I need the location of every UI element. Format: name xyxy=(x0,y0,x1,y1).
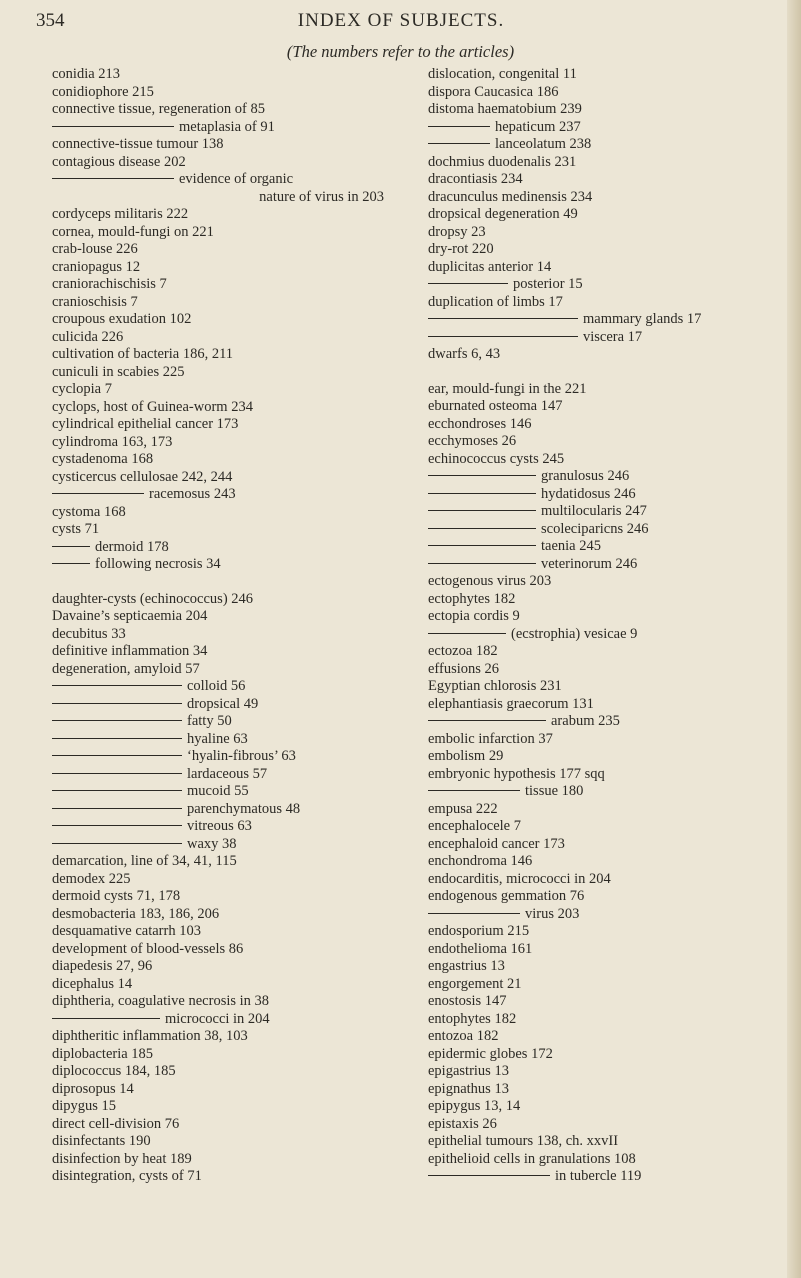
index-entry-text: lardaceous 57 xyxy=(187,765,268,782)
index-entry-text: encephalocele 7 xyxy=(428,818,521,834)
index-entry-text: diprosopus 14 xyxy=(52,1080,134,1097)
index-entry xyxy=(428,976,778,994)
index-entry xyxy=(428,66,778,84)
index-entry-text: diplobacteria 185 xyxy=(52,1045,154,1062)
index-entry-text: diphtheritic inflammation 38, 103 xyxy=(52,1028,248,1044)
index-entry xyxy=(52,241,384,259)
index-entry-text: ectozoa 182 xyxy=(428,643,498,659)
right-column xyxy=(428,66,778,1186)
index-entry-text: granulosus 246 xyxy=(541,468,630,484)
index-entry-text: ear, mould-fungi in the 221 xyxy=(428,380,587,397)
index-entry xyxy=(52,888,384,906)
index-entry xyxy=(52,976,384,994)
index-entry-text: dipygus 15 xyxy=(52,1098,117,1114)
ditto-rule xyxy=(428,493,536,494)
index-entry xyxy=(52,731,384,749)
index-entry-text: cyclops, host of Guinea-worm 234 xyxy=(52,398,253,415)
index-entry xyxy=(52,766,384,784)
index-entry xyxy=(52,451,384,469)
index-entry-text: distoma haematobium 239 xyxy=(428,101,582,117)
index-entry-text: dropsical 49 xyxy=(187,695,259,712)
index-entry-text: dropsical degeneration 49 xyxy=(428,206,578,222)
ditto-rule xyxy=(428,633,506,634)
ditto-rule xyxy=(428,510,536,511)
index-entry xyxy=(428,661,778,679)
ditto-rule xyxy=(52,1018,160,1019)
index-entry-text: taenia 245 xyxy=(541,538,601,554)
index-entry xyxy=(428,731,778,749)
index-entry xyxy=(428,923,778,941)
index-entry xyxy=(428,101,778,119)
index-entry-text: dracunculus medinensis 234 xyxy=(428,188,593,205)
index-entry xyxy=(428,591,778,609)
index-entry xyxy=(52,276,384,294)
index-entry xyxy=(428,1063,778,1081)
index-entry xyxy=(428,189,778,207)
index-entry xyxy=(428,696,778,714)
index-entry xyxy=(52,853,384,871)
index-entry-text: dropsy 23 xyxy=(428,223,486,240)
index-entry-text: embolism 29 xyxy=(428,748,504,764)
index-entry xyxy=(52,556,384,574)
index-entry xyxy=(428,766,778,784)
index-entry xyxy=(428,818,778,836)
index-entry-text: dochmius duodenalis 231 xyxy=(428,153,577,170)
index-entry xyxy=(428,398,778,416)
index-entry xyxy=(428,486,778,504)
index-entry-text: dwarfs 6, 43 xyxy=(428,346,501,362)
index-entry-text: degeneration, amyloid 57 xyxy=(52,660,200,677)
index-entry xyxy=(428,468,778,486)
index-entry-text: development of blood-vessels 86 xyxy=(52,940,244,957)
index-entry xyxy=(52,1028,384,1046)
index-entry xyxy=(52,1063,384,1081)
index-entry-text: epistaxis 26 xyxy=(428,1115,497,1132)
index-entry xyxy=(52,1151,384,1169)
index-entry-text: dicephalus 14 xyxy=(52,975,133,992)
ditto-rule xyxy=(428,720,546,721)
index-entry xyxy=(428,329,778,347)
index-entry-text: parenchymatous 48 xyxy=(187,800,301,817)
ditto-rule xyxy=(52,773,182,774)
index-entry-text: culicida 226 xyxy=(52,328,124,345)
index-entry-text: craniorachischisis 7 xyxy=(52,276,167,292)
index-entry-text: elephantiasis graecorum 131 xyxy=(428,695,594,712)
index-entry-text: demarcation, line of 34, 41, 115 xyxy=(52,853,237,869)
index-entry xyxy=(52,469,384,487)
ditto-rule xyxy=(428,318,578,319)
index-entry-text: desmobacteria 183, 186, 206 xyxy=(52,905,220,922)
index-entry xyxy=(428,1133,778,1151)
index-entry-text: cornea, mould-fungi on 221 xyxy=(52,223,214,240)
index-entry-text: empusa 222 xyxy=(428,800,498,817)
index-entry-text: craniopagus 12 xyxy=(52,258,141,275)
index-entry-text: cyclopia 7 xyxy=(52,381,112,397)
index-entry xyxy=(428,84,778,102)
index-entry xyxy=(52,923,384,941)
index-entry-text: diplococcus 184, 185 xyxy=(52,1063,176,1079)
index-entry-text: dermoid cysts 71, 178 xyxy=(52,888,181,904)
index-entry-text: duplication of limbs 17 xyxy=(428,293,563,310)
index-entry-text: ectophytes 182 xyxy=(428,590,516,607)
index-entry-text: mucoid 55 xyxy=(187,783,249,799)
index-entry xyxy=(428,556,778,574)
index-entry-text: direct cell-division 76 xyxy=(52,1115,180,1132)
index-entry xyxy=(428,783,778,801)
index-entry xyxy=(428,311,778,329)
index-entry xyxy=(52,539,384,557)
index-entry-text: epidermic globes 172 xyxy=(428,1045,553,1062)
index-entry-text: connective-tissue tumour 138 xyxy=(52,136,224,152)
index-entry xyxy=(428,941,778,959)
index-entry xyxy=(52,941,384,959)
index-entry-text: disinfection by heat 189 xyxy=(52,1150,192,1167)
index-entry-text: veterinorum 246 xyxy=(541,555,638,572)
index-entry-text: ecchymoses 26 xyxy=(428,433,517,449)
index-entry-text: cystoma 168 xyxy=(52,503,126,520)
index-entry-text: cordyceps militaris 222 xyxy=(52,206,189,222)
index-entry-text: (ecstrophia) vesicae 9 xyxy=(511,625,638,642)
ditto-rule xyxy=(52,808,182,809)
index-entry-text: embryonic hypothesis 177 sqq xyxy=(428,765,605,782)
index-entry xyxy=(52,1133,384,1151)
index-entry xyxy=(52,311,384,329)
index-entry xyxy=(52,871,384,889)
index-entry-text: entophytes 182 xyxy=(428,1010,517,1027)
index-entry-text: engorgement 21 xyxy=(428,975,522,992)
ditto-rule xyxy=(52,738,182,739)
index-entry xyxy=(428,276,778,294)
index-entry xyxy=(52,416,384,434)
index-entry-text: metaplasia of 91 xyxy=(179,118,275,135)
index-entry xyxy=(52,206,384,224)
left-column xyxy=(52,66,384,1186)
index-entry xyxy=(52,801,384,819)
index-entry-text: embolic infarction 37 xyxy=(428,730,553,747)
index-entry-text: connective tissue, regeneration of 85 xyxy=(52,101,265,117)
ditto-rule xyxy=(428,913,520,914)
index-entry-text: dispora Caucasica 186 xyxy=(428,83,559,100)
index-entry xyxy=(52,434,384,452)
index-entry-text: dermoid 178 xyxy=(95,538,169,555)
index-entry-text: cystadenoma 168 xyxy=(52,451,154,467)
index-entry-text: endothelioma 161 xyxy=(428,940,533,957)
index-entry xyxy=(52,101,384,119)
index-entry xyxy=(428,346,778,364)
index-entry-text: fatty 50 xyxy=(187,713,232,729)
index-entry-text: dislocation, congenital 11 xyxy=(428,66,577,82)
index-entry xyxy=(428,871,778,889)
index-entry-text: ectogenous virus 203 xyxy=(428,573,552,589)
index-entry-text: diphtheria, coagulative necrosis in 38 xyxy=(52,993,270,1009)
index-entry-text: endogenous gemmation 76 xyxy=(428,888,585,904)
index-entry-text: endosporium 215 xyxy=(428,923,530,939)
index-entry xyxy=(428,1028,778,1046)
index-entry-text: following necrosis 34 xyxy=(95,556,221,572)
index-entry xyxy=(52,189,384,207)
index-entry xyxy=(52,399,384,417)
index-entry xyxy=(52,1116,384,1134)
index-entry-text: desquamative catarrh 103 xyxy=(52,923,201,939)
index-entry xyxy=(428,906,778,924)
index-entry xyxy=(52,66,384,84)
ditto-rule xyxy=(428,790,520,791)
index-entry xyxy=(52,1011,384,1029)
index-entry-text: hydatidosus 246 xyxy=(541,485,636,502)
index-entry-text: racemosus 243 xyxy=(149,486,236,502)
index-entry xyxy=(52,696,384,714)
ditto-rule xyxy=(52,493,144,494)
index-entry-text: epignathus 13 xyxy=(428,1080,509,1097)
index-entry xyxy=(52,364,384,382)
index-entry xyxy=(428,713,778,731)
index-entry xyxy=(52,119,384,137)
index-entry xyxy=(428,643,778,661)
index-entry xyxy=(52,346,384,364)
index-entry-text: arabum 235 xyxy=(551,713,620,729)
index-entry-text: epithelioid cells in granulations 108 xyxy=(428,1150,636,1167)
index-entry xyxy=(52,993,384,1011)
index-entry xyxy=(428,206,778,224)
index-entry-text: contagious disease 202 xyxy=(52,153,186,170)
index-entry-text: epigastrius 13 xyxy=(428,1063,509,1079)
index-entry-text: cylindrical epithelial cancer 173 xyxy=(52,416,239,432)
index-entry-text: nature of virus in 203 xyxy=(259,188,384,205)
index-entry xyxy=(428,1116,778,1134)
index-entry xyxy=(428,958,778,976)
ditto-rule xyxy=(52,685,182,686)
index-entry xyxy=(52,1081,384,1099)
index-entry xyxy=(52,294,384,312)
index-entry xyxy=(52,171,384,189)
index-entry-text: dracontiasis 234 xyxy=(428,171,523,187)
index-entry-text: daughter-cysts (echinococcus) 246 xyxy=(52,590,254,607)
index-entry-text: in tubercle 119 xyxy=(555,1168,642,1184)
index-entry xyxy=(428,154,778,172)
index-entry-text: epithelial tumours 138, ch. xxvII xyxy=(428,1133,619,1149)
index-entry xyxy=(428,853,778,871)
index-entry xyxy=(52,608,384,626)
index-entry-text: echinococcus cysts 245 xyxy=(428,450,565,467)
index-entry xyxy=(52,504,384,522)
index-entry-text: micrococci in 204 xyxy=(165,1010,270,1027)
index-entry xyxy=(52,591,384,609)
index-entry-text: Egyptian chlorosis 231 xyxy=(428,678,562,694)
index-entry-text: evidence of organic xyxy=(179,171,294,187)
ditto-rule xyxy=(428,1175,550,1176)
index-entry xyxy=(428,801,778,819)
index-entry xyxy=(428,1081,778,1099)
ditto-rule xyxy=(52,703,182,704)
ditto-rule xyxy=(52,546,90,547)
index-entry xyxy=(52,661,384,679)
index-entry xyxy=(428,538,778,556)
index-entry xyxy=(428,1098,778,1116)
index-entry xyxy=(428,171,778,189)
index-entry xyxy=(428,888,778,906)
ditto-rule xyxy=(52,790,182,791)
index-entry-text: disinfectants 190 xyxy=(52,1133,151,1149)
index-entry-text: cylindroma 163, 173 xyxy=(52,433,173,450)
index-entry xyxy=(52,958,384,976)
ditto-rule xyxy=(428,545,536,546)
index-entry xyxy=(428,503,778,521)
index-entry-text: demodex 225 xyxy=(52,870,131,887)
index-entry xyxy=(52,224,384,242)
ditto-rule xyxy=(428,283,508,284)
index-entry-text: cultivation of bacteria 186, 211 xyxy=(52,346,234,362)
index-entry-text: cuniculi in scabies 225 xyxy=(52,363,185,380)
index-entry-text: enostosis 147 xyxy=(428,993,507,1009)
index-entry xyxy=(428,1046,778,1064)
page-title: INDEX OF SUBJECTS. xyxy=(297,10,505,31)
ditto-rule xyxy=(52,126,174,127)
index-entry-text: croupous exudation 102 xyxy=(52,311,192,327)
index-entry xyxy=(428,451,778,469)
index-entry-text: conidiophore 215 xyxy=(52,83,154,100)
index-entry-text: scoleciparicns 246 xyxy=(541,520,649,537)
index-entry xyxy=(428,1168,778,1186)
index-entry xyxy=(428,626,778,644)
index-entry xyxy=(428,241,778,259)
index-entry xyxy=(52,836,384,854)
index-entry-text: waxy 38 xyxy=(187,835,237,852)
index-entry xyxy=(428,608,778,626)
index-entry xyxy=(52,818,384,836)
index-entry xyxy=(428,1011,778,1029)
index-entry xyxy=(52,259,384,277)
index-entry-text: duplicitas anterior 14 xyxy=(428,258,552,275)
index-entry xyxy=(428,678,778,696)
index-entry-text: tissue 180 xyxy=(525,783,584,799)
index-entry-text: conidia 213 xyxy=(52,66,121,82)
index-entry xyxy=(428,836,778,854)
ditto-rule xyxy=(52,843,182,844)
index-entry-text: entozoa 182 xyxy=(428,1028,499,1044)
index-entry-text: multilocularis 247 xyxy=(541,503,647,519)
index-entry xyxy=(428,573,778,591)
ditto-rule xyxy=(428,475,536,476)
index-entry xyxy=(52,521,384,539)
index-entry-text: effusions 26 xyxy=(428,660,500,677)
index-entry xyxy=(52,329,384,347)
index-entry-text: epipygus 13, 14 xyxy=(428,1098,521,1114)
index-entry xyxy=(52,748,384,766)
index-entry xyxy=(428,224,778,242)
page-header xyxy=(36,10,766,34)
index-entry xyxy=(428,381,778,399)
ditto-rule xyxy=(428,143,490,144)
index-entry xyxy=(428,119,778,137)
index-entry xyxy=(52,136,384,154)
index-entry-text: hyaline 63 xyxy=(187,730,248,747)
index-entry-text: cysts 71 xyxy=(52,521,100,537)
index-entry xyxy=(52,1168,384,1186)
ditto-rule xyxy=(52,720,182,721)
index-entry-text: dry-rot 220 xyxy=(428,241,494,257)
index-entry xyxy=(52,1098,384,1116)
index-entry-text: virus 203 xyxy=(525,905,580,922)
index-entry xyxy=(428,993,778,1011)
index-entry-text: cysticercus cellulosae 242, 244 xyxy=(52,468,233,485)
index-entry xyxy=(52,154,384,172)
ditto-rule xyxy=(428,336,578,337)
index-entry-text: disintegration, cysts of 71 xyxy=(52,1168,202,1184)
page-number: 354 xyxy=(36,10,65,31)
index-entry-text: engastrius 13 xyxy=(428,958,505,974)
index-entry-text: hepaticum 237 xyxy=(495,118,581,135)
index-entry xyxy=(52,1046,384,1064)
index-entry xyxy=(52,713,384,731)
index-entry xyxy=(428,259,778,277)
index-entry-text: mammary glands 17 xyxy=(583,311,702,327)
index-entry-text: definitive inflammation 34 xyxy=(52,643,208,659)
index-entry xyxy=(428,433,778,451)
index-entry-text: ectopia cordis 9 xyxy=(428,608,520,624)
index-entry-text: decubitus 33 xyxy=(52,625,126,642)
index-entry-text: diapedesis 27, 96 xyxy=(52,958,153,974)
index-entry xyxy=(52,486,384,504)
ditto-rule xyxy=(52,178,174,179)
index-entry-text: lanceolatum 238 xyxy=(495,136,592,152)
ditto-rule xyxy=(428,563,536,564)
index-entry xyxy=(52,783,384,801)
index-entry-text: viscera 17 xyxy=(583,328,643,345)
ditto-rule xyxy=(52,825,182,826)
index-entry-text: colloid 56 xyxy=(187,678,246,694)
index-entry-text: posterior 15 xyxy=(513,276,583,292)
index-entry xyxy=(428,294,778,312)
index-entry xyxy=(428,748,778,766)
index-entry-text: ecchondroses 146 xyxy=(428,415,532,432)
index-entry xyxy=(52,84,384,102)
index-entry-text: endocarditis, micrococci in 204 xyxy=(428,870,611,887)
index-entry xyxy=(52,381,384,399)
index-entry-text: eburnated osteoma 147 xyxy=(428,398,563,414)
index-entry-text: enchondroma 146 xyxy=(428,853,533,869)
index-entry-text: Davaine’s septicaemia 204 xyxy=(52,608,208,624)
ditto-rule xyxy=(428,126,490,127)
index-entry xyxy=(428,521,778,539)
ditto-rule xyxy=(52,755,182,756)
index-entry-text: crab-louse 226 xyxy=(52,241,138,257)
page-edge xyxy=(787,0,801,1278)
index-entry-text: ‘hyalin-fibrous’ 63 xyxy=(187,748,296,764)
index-entry xyxy=(52,643,384,661)
index-entry-text: cranioschisis 7 xyxy=(52,293,138,310)
index-entry xyxy=(428,416,778,434)
index-entry xyxy=(428,1151,778,1169)
index-entry xyxy=(52,626,384,644)
index-entry xyxy=(428,136,778,154)
index-entry xyxy=(52,678,384,696)
index-entry-text: vitreous 63 xyxy=(187,818,252,834)
index-entry xyxy=(52,906,384,924)
ditto-rule xyxy=(52,563,90,564)
index-entry-text: encephaloid cancer 173 xyxy=(428,835,565,852)
index-note: (The numbers refer to the articles) xyxy=(286,42,515,61)
ditto-rule xyxy=(428,528,536,529)
